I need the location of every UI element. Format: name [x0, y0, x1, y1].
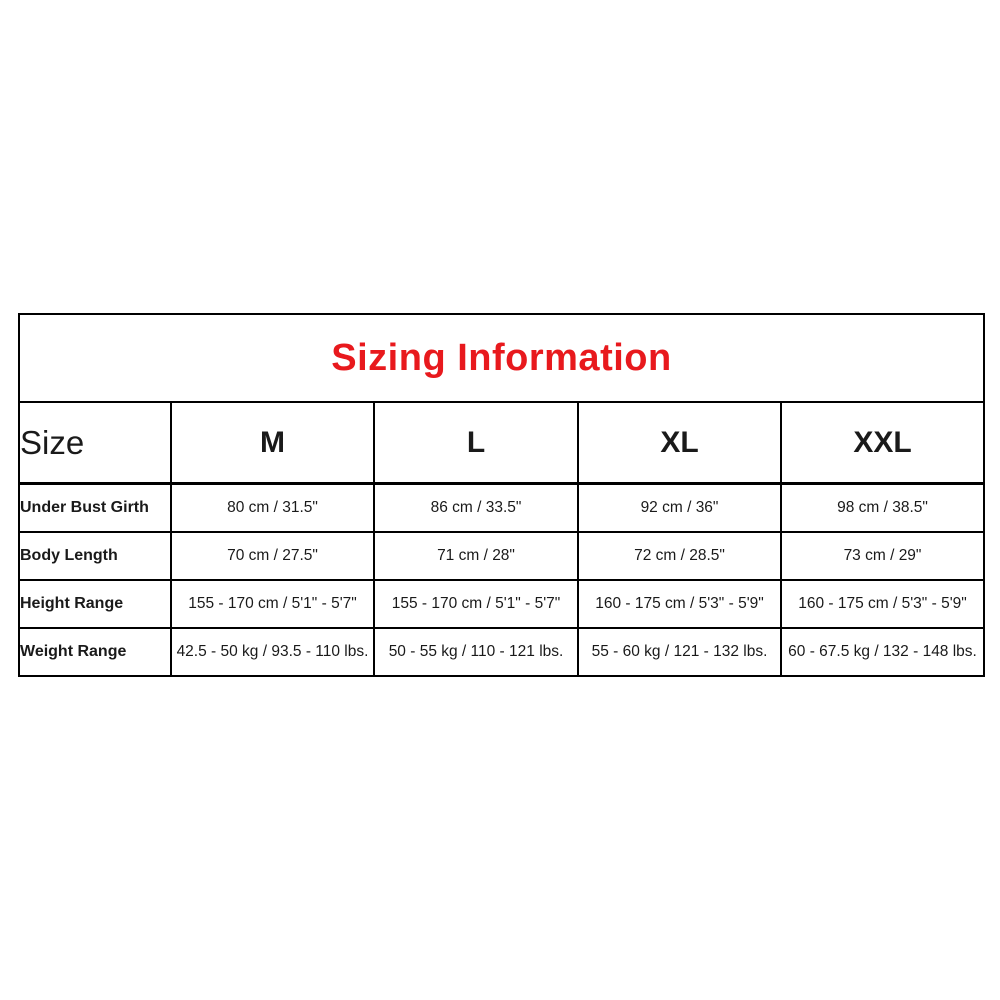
cell-value: 50 - 55 kg / 110 - 121 lbs.	[374, 628, 578, 676]
header-row	[19, 402, 984, 484]
table-row-height-range	[19, 580, 984, 628]
table-row-weight-range	[19, 628, 984, 676]
col-header-xl: XL	[578, 402, 781, 484]
title-cell	[19, 314, 984, 402]
cell-value: 73 cm / 29"	[781, 532, 984, 580]
sizing-title: Sizing Information	[331, 336, 672, 379]
cell-value: 71 cm / 28"	[374, 532, 578, 580]
cell-value: 42.5 - 50 kg / 93.5 - 110 lbs.	[171, 628, 374, 676]
col-header-l: L	[374, 402, 578, 484]
cell-value: 98 cm / 38.5"	[781, 484, 984, 533]
cell-value: 60 - 67.5 kg / 132 - 148 lbs.	[781, 628, 984, 676]
cell-value: 86 cm / 33.5"	[374, 484, 578, 533]
cell-value: 160 - 175 cm / 5'3" - 5'9"	[781, 580, 984, 628]
col-header-m: M	[171, 402, 374, 484]
corner-header-size: Size	[19, 402, 171, 484]
cell-value: 92 cm / 36"	[578, 484, 781, 533]
cell-value: 155 - 170 cm / 5'1" - 5'7"	[171, 580, 374, 628]
cell-value: 55 - 60 kg / 121 - 132 lbs.	[578, 628, 781, 676]
table-row-under-bust-girth	[19, 484, 984, 533]
cell-value: 80 cm / 31.5"	[171, 484, 374, 533]
sizing-table	[18, 313, 985, 677]
row-label: Weight Range	[19, 628, 171, 676]
cell-value: 155 - 170 cm / 5'1" - 5'7"	[374, 580, 578, 628]
row-label: Height Range	[19, 580, 171, 628]
row-label: Under Bust Girth	[19, 484, 171, 533]
cell-value: 72 cm / 28.5"	[578, 532, 781, 580]
cell-value: 70 cm / 27.5"	[171, 532, 374, 580]
table-row-body-length	[19, 532, 984, 580]
row-label: Body Length	[19, 532, 171, 580]
title-row	[19, 314, 984, 402]
cell-value: 160 - 175 cm / 5'3" - 5'9"	[578, 580, 781, 628]
col-header-xxl: XXL	[781, 402, 984, 484]
